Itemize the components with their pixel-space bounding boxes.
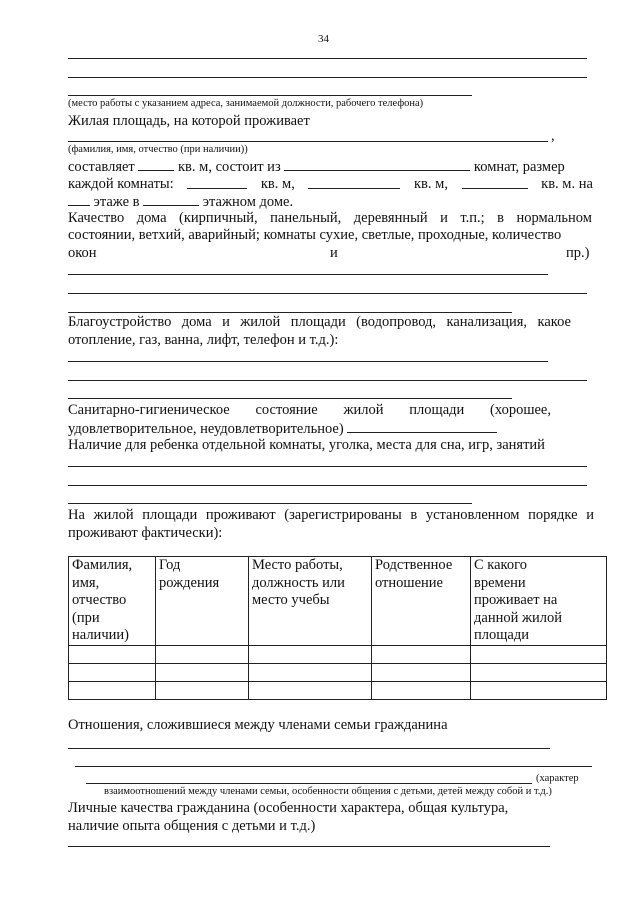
house-quality-and: и [330,245,338,261]
house-quality-windows: окон [68,245,97,261]
floors-total-blank [143,193,199,206]
relations-line-1 [68,748,550,749]
area-line-2: каждой комнаты: кв. м, кв. м, кв. м. на [68,176,593,192]
area-line-1: составляет кв. м, состоит из комнат, размер [68,159,565,175]
house-line-1 [68,274,548,275]
child-line-2 [68,485,587,486]
comma: , [551,128,555,144]
house-quality-line-2: состоянии, ветхий, аварийный; комнаты сухие, светлые, проходные, количество [68,227,562,243]
child-line-1 [68,466,587,467]
amenities-line-1: Благоустройство дома и жилой площади (водопровод, канализация, какое [68,314,571,330]
fio-caption: (фамилия, имя, отчество (при наличии)) [68,144,248,155]
room1-blank [187,176,247,189]
personal-fill-line [68,846,550,847]
work-line-1 [68,58,587,59]
living-area-intro: Жилая площадь, на которой проживает [68,113,310,129]
sanitary-line-1: Санитарно-гигиеническое состояние жилой площади (хорошее, [68,402,551,418]
area-total-blank [138,158,174,171]
sanitary-blank [347,420,497,433]
amenities-line-1-fill [68,361,548,362]
work-line-3 [68,95,472,96]
header-birth-year: Год рождения [156,557,249,646]
residents-line-1: На жилой площади проживают (зарегистрированы в установленном порядке и [68,507,594,523]
personal-line-1: Личные качества гражданина (особенности характера, общая культура, [68,800,509,816]
sanitary-line-2: удовлетворительное, неудовлетворительное) [68,420,497,438]
amenities-line-2-fill [68,380,587,381]
table-row [69,681,607,699]
relations-line-3 [86,783,532,784]
child-room: Наличие для ребенка отдельной комнаты, уголка, места для сна, игр, занятий [68,437,545,453]
header-work-place: Место работы, должность или место учебы [249,557,372,646]
room2-blank [308,176,400,189]
house-line-2 [68,293,587,294]
residents-line-2: проживают фактически): [68,525,223,541]
child-line-3 [68,503,472,504]
header-since: С какого времени проживает на данной жилой площади [471,557,607,646]
living-area-line [68,141,548,142]
relations-caption-a: (характер [536,773,579,784]
table-row [69,645,607,663]
work-line-2 [68,77,587,78]
area-line-3: этаже в этажном доме. [68,193,293,211]
table-header-row [69,557,607,646]
house-quality-etc: пр.) [566,245,590,261]
floor-blank [68,193,90,206]
relations-caption-b: взаимоотношений между членами семьи, особенности общения с детьми, детей между собой и т.д.) [104,786,552,797]
relations-intro: Отношения, сложившиеся между членами семьи гражданина [68,717,448,733]
residents-table [68,556,607,700]
relations-line-2 [75,766,592,767]
amenities-line-2: отопление, газ, ванна, лифт, телефон и т.д.): [68,332,339,348]
room3-blank [462,176,528,189]
personal-line-2: наличие опыта общения с детьми и т.д.) [68,818,316,834]
house-line-3 [68,312,512,313]
rooms-count-blank [284,158,470,171]
header-fio: Фамилия, имя, отчество (при наличии) [69,557,156,646]
amenities-line-3-fill [68,398,512,399]
table-row [69,663,607,681]
house-quality-line-1: Качество дома (кирпичный, панельный, деревянный и т.п.; в нормальном [68,210,592,226]
header-relation: Родственное отношение [372,557,471,646]
page-number: 34 [318,33,329,45]
work-caption: (место работы с указанием адреса, занимаемой должности, рабочего телефона) [68,98,424,109]
